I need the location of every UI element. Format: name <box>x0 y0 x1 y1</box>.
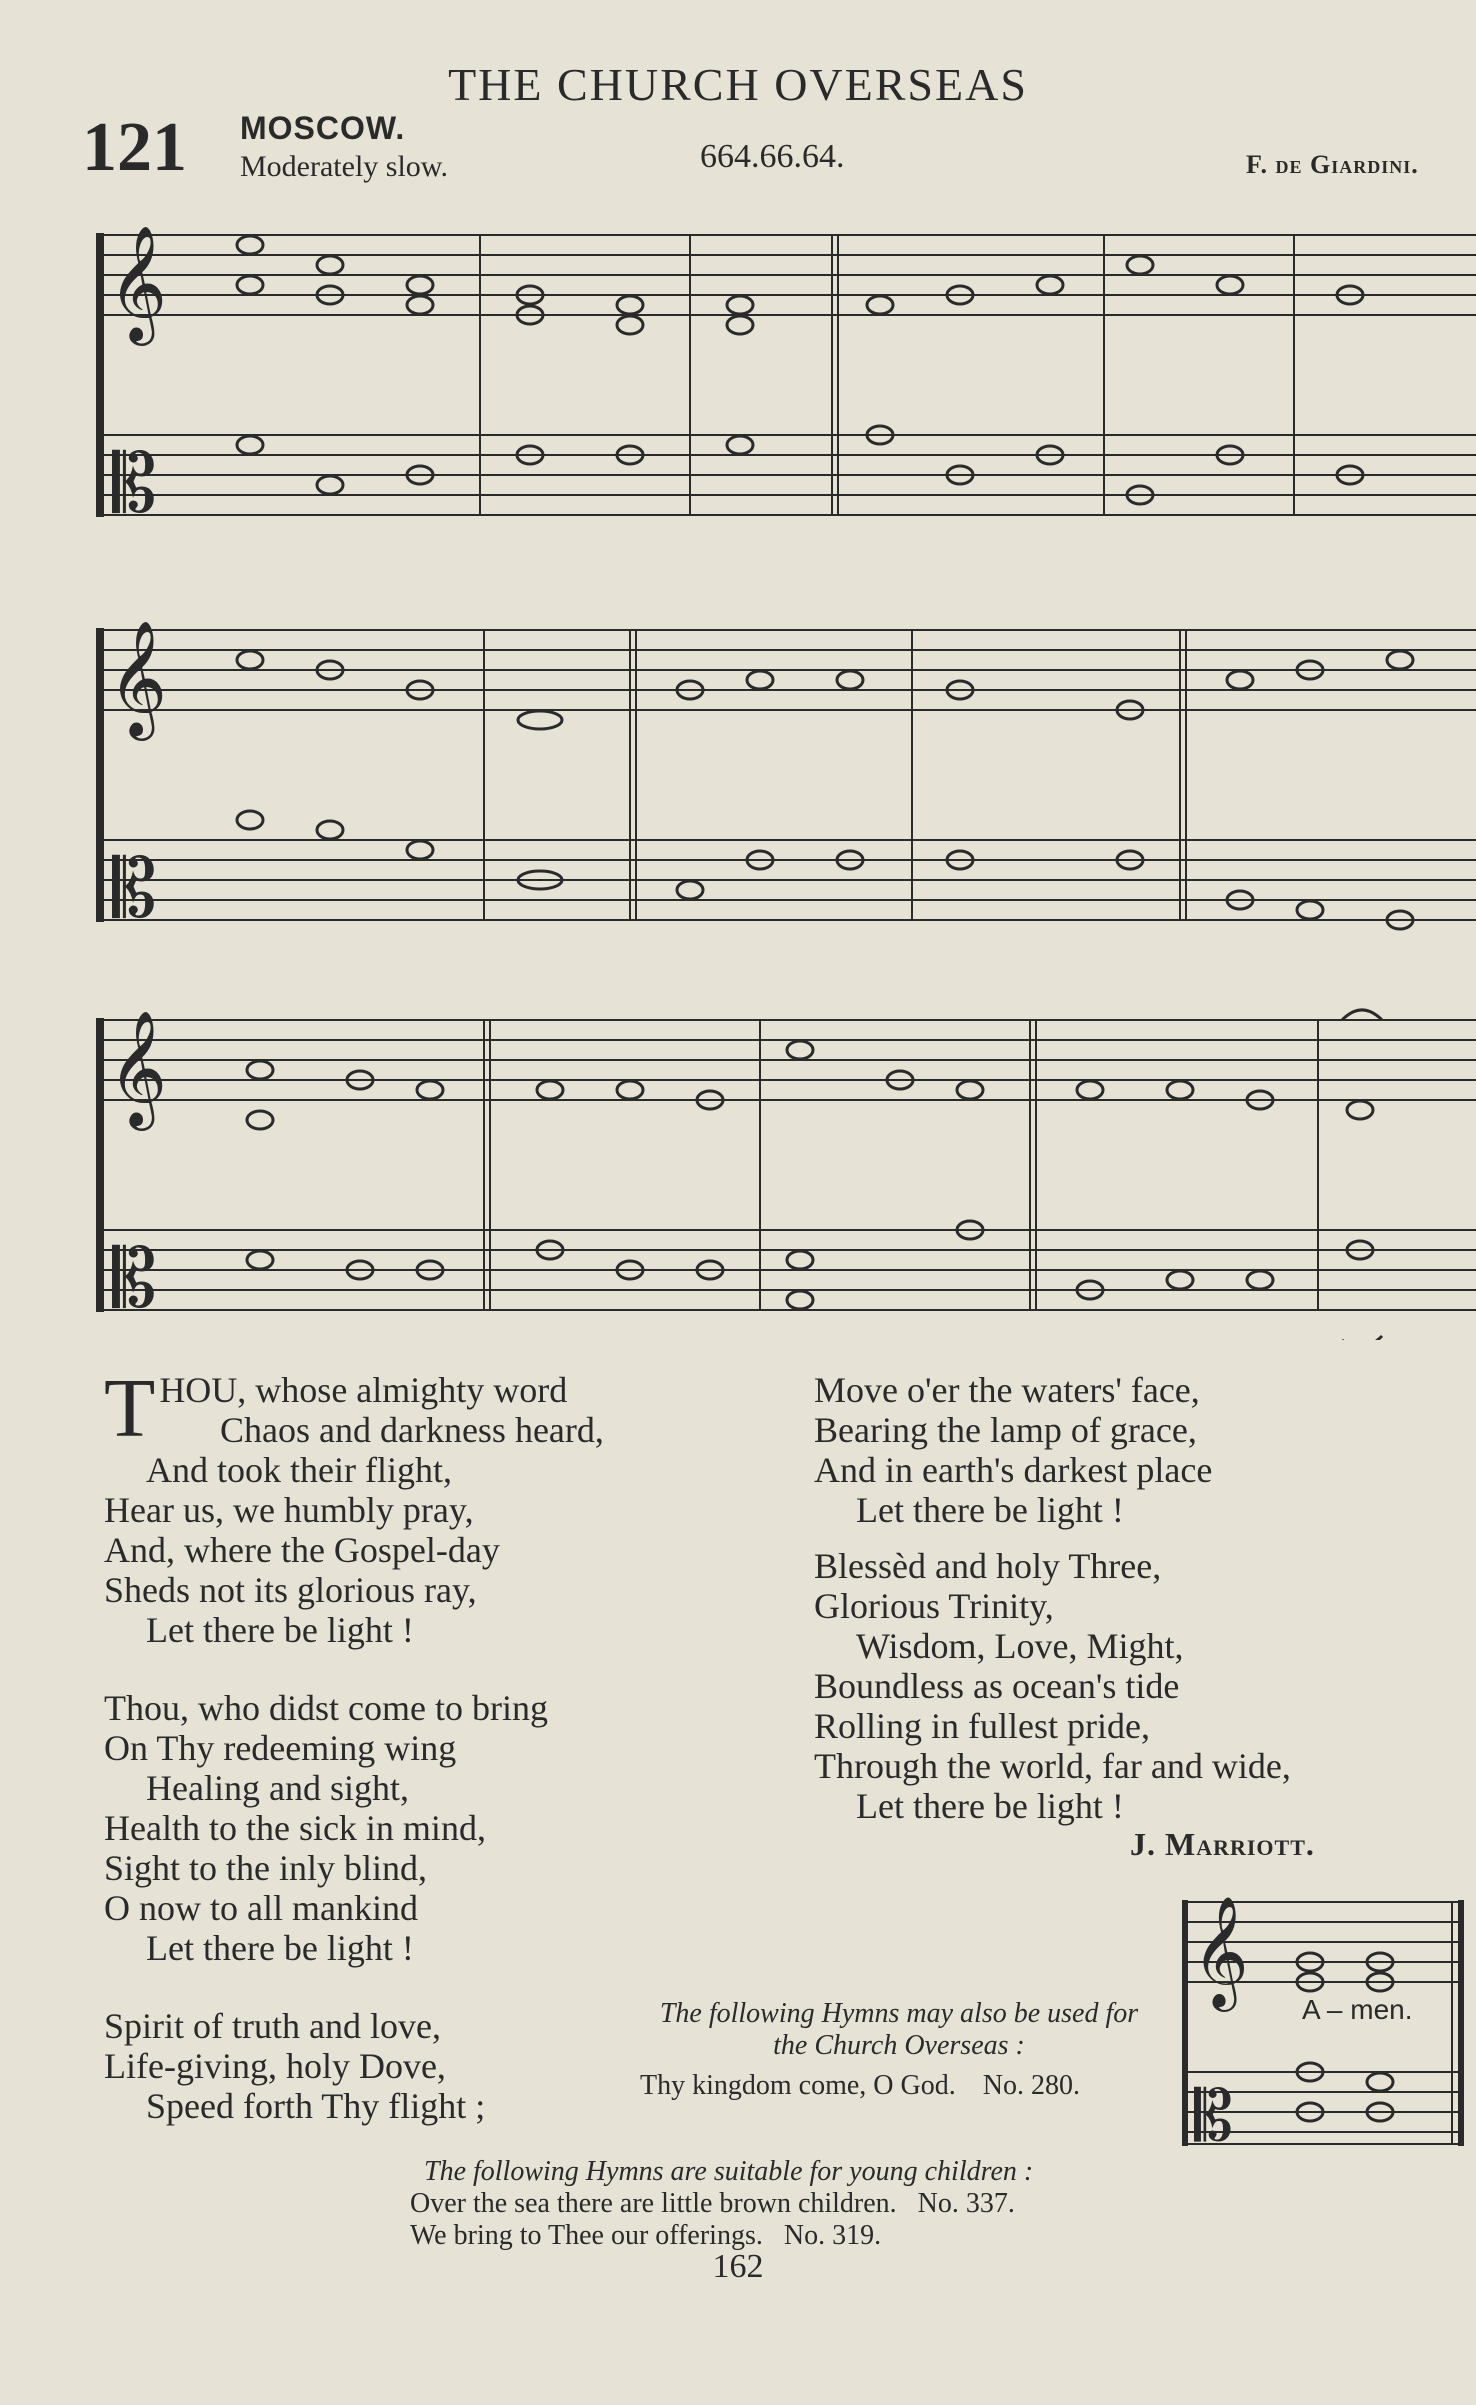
music-system-3 <box>0 1000 1476 1340</box>
verse-line: Blessèd and holy Three, <box>814 1546 1162 1586</box>
verse-line: Hear us, we humbly pray, <box>104 1490 474 1530</box>
author: J. Marriott. <box>1130 1826 1315 1862</box>
svg-text:𝄡: 𝄡 <box>112 842 157 935</box>
verse-line: Move o'er the waters' face, <box>814 1370 1200 1410</box>
verse-line: Thou, who didst come to bring <box>104 1688 548 1728</box>
svg-text:𝄞: 𝄞 <box>108 620 168 736</box>
composer: F. de Giardini. <box>1246 150 1419 179</box>
verse-3 <box>104 2006 624 2126</box>
verse-1-dropcap: T <box>104 1362 156 1455</box>
verse-line: Health to the sick in mind, <box>104 1808 486 1848</box>
verse-line: And, where the Gospel-day <box>104 1530 500 1570</box>
verse-line: Sheds not its glorious ray, <box>104 1570 477 1610</box>
verse-line: HOU, whose almighty word <box>159 1370 568 1410</box>
verse-line: Wisdom, Love, Might, <box>856 1626 1184 1666</box>
page-number: 162 <box>712 2248 764 2285</box>
verse-line: On Thy redeeming wing <box>104 1728 457 1768</box>
verse-line: Spirit of truth and love, <box>104 2006 441 2046</box>
verse-2 <box>104 1688 744 1968</box>
verse-5 <box>814 1546 1454 1826</box>
svg-text:𝄞: 𝄞 <box>1192 1895 1249 2007</box>
hymn-number: 121 <box>82 109 187 186</box>
music-system-1 <box>0 225 1476 555</box>
meter: 664.66.64. <box>700 138 845 175</box>
verse-line: Chaos and darkness heard, <box>220 1410 604 1450</box>
also-used-title: Thy kingdom come, O God. <box>640 2070 956 2101</box>
footer-item: We bring to Thee our offerings. No. 319. <box>410 2220 882 2251</box>
verse-line: Glorious Trinity, <box>814 1586 1054 1626</box>
also-used-number: No. 280. <box>982 2070 1080 2101</box>
verse-line: Rolling in fullest pride, <box>814 1706 1150 1746</box>
verse-line: Let there be light ! <box>146 1928 414 1968</box>
verse-line: O now to all mankind <box>104 1888 418 1928</box>
verse-line: Let there be light ! <box>146 1610 414 1650</box>
also-used-item <box>640 2070 1160 2102</box>
verse-line: Let there be light ! <box>856 1490 1124 1530</box>
footer-notes <box>410 2156 1033 2252</box>
footer-heading: The following Hymns are suitable for young children : <box>424 2156 1034 2187</box>
verse-line: Boundless as ocean's tide <box>814 1666 1180 1706</box>
verse-4 <box>814 1370 1454 1530</box>
verse-line: Speed forth Thy flight ; <box>146 2086 486 2126</box>
verse-line: And took their flight, <box>146 1450 452 1490</box>
verse-line: Life-giving, holy Dove, <box>104 2046 446 2086</box>
svg-text:𝄞: 𝄞 <box>108 1009 168 1126</box>
verse-line: Bearing the lamp of grace, <box>814 1410 1197 1450</box>
svg-text:𝄡: 𝄡 <box>1194 2075 1234 2148</box>
music-system-2 <box>0 620 1476 940</box>
verse-line: Healing and sight, <box>146 1768 409 1808</box>
amen-label: A – men. <box>1302 1994 1413 2025</box>
verse-line: Through the world, far and wide, <box>814 1746 1291 1786</box>
verse-1 <box>104 1362 744 1650</box>
also-used-heading: The following Hymns may also be used for the Church Overseas : <box>659 1998 1139 2061</box>
verse-line: And in earth's darkest place <box>814 1450 1213 1490</box>
verse-line: Let there be light ! <box>856 1786 1124 1826</box>
tempo-marking: Moderately slow. <box>240 150 449 183</box>
svg-text:𝄡: 𝄡 <box>112 437 157 530</box>
section-title: THE CHURCH OVERSEAS <box>448 59 1028 110</box>
tune-name: MOSCOW. <box>240 110 406 146</box>
svg-text:𝄞: 𝄞 <box>108 225 168 341</box>
verse-line: Sight to the inly blind, <box>104 1848 428 1888</box>
footer-item: Over the sea there are little brown children. No. 337. <box>410 2188 1015 2219</box>
svg-text:𝄡: 𝄡 <box>112 1232 157 1325</box>
